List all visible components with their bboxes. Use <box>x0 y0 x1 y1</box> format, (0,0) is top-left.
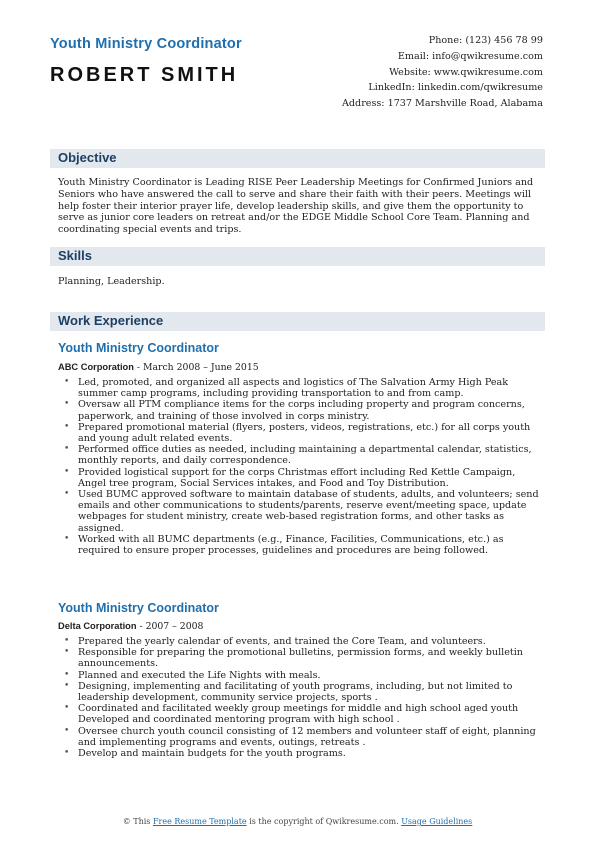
footer-middle: is the copyright of Qwikresume.com. <box>246 817 402 826</box>
list-item: • Coordinated and facilitated weekly group meetings for middle and high school aged youth Developed and coordinated mentoring program with high school . <box>64 703 544 725</box>
contact-address: Address: 1737 Marshville Road, Alabama <box>341 98 543 110</box>
list-item: • Led, promoted, and organized all aspects and logistics of The Salvation Army High Peak summer camp programs, including providing transportation to and from camp. <box>64 377 544 399</box>
list-item: • Performed office duties as needed, including maintaining a departmental calendar, statistics, monthly reports, and daily correspondence. <box>64 444 544 466</box>
contact-block <box>303 33 543 112</box>
job-1-bullets <box>64 377 544 556</box>
job-2-company-line <box>58 621 203 632</box>
job-1-company: ABC Corporation <box>58 362 134 372</box>
job-title: Youth Ministry Coordinator <box>50 36 242 52</box>
list-item: • Develop and maintain budgets for the youth programs. <box>64 748 544 759</box>
list-item: • Oversaw all PTM compliance items for the corps including property and program concerns, paperwork, and training of those involved in corps ministry. <box>64 399 544 421</box>
list-item: • Designing, implementing and facilitating of youth programs, including, but not limited to leadership development, community service projects, sports . <box>64 681 544 703</box>
usage-guidelines-link[interactable]: Usage Guidelines <box>401 817 473 826</box>
contact-linkedin: LinkedIn: linkedin.com/qwikresume <box>368 82 543 94</box>
free-resume-template-link[interactable]: Free Resume Template <box>152 817 247 826</box>
list-item: • Oversee church youth council consisting of 12 members and volunteer staff of eight, planning and implementing programs and events, outings, retreats . <box>64 726 544 748</box>
objective-section-header <box>50 149 545 168</box>
section-heading: Work Experience <box>58 313 164 328</box>
list-item: • Planned and executed the Life Nights with meals. <box>64 670 544 681</box>
section-heading: Skills <box>58 248 92 263</box>
candidate-name: ROBERT SMITH <box>50 64 239 86</box>
contact-email: Email: info@qwikresume.com <box>397 50 543 62</box>
list-item: • Responsible for preparing the promotional bulletins, permission forms, and weekly bulletin announcements. <box>64 647 544 669</box>
list-item: • Prepared promotional material (flyers, posters, videos, registrations, etc.) for all corps youth and young adult related events. <box>64 422 544 444</box>
contact-website: Website: www.qwikresume.com <box>389 66 543 78</box>
job-2-dates: - 2007 – 2008 <box>136 621 204 632</box>
footer-prefix: © This <box>122 817 153 826</box>
list-item: • Used BUMC approved software to maintain database of students, adults, and volunteers; send emails and other communications to students/parents, reserve event/meeting space, update webpages for student ministry, create web-based registration forms, and other tasks as assigned. <box>64 489 544 534</box>
section-heading: Objective <box>58 150 117 165</box>
job-1-title: Youth Ministry Coordinator <box>58 341 219 355</box>
list-item: • Provided logistical support for the corps Christmas effort including Red Kettle Campaign, Angel tree program, Social Services intakes, and Food and Toy Distribution. <box>64 467 544 489</box>
contact-phone: Phone: (123) 456 78 99 <box>428 35 543 46</box>
footer-copyright <box>0 817 595 826</box>
skills-text: Planning, Leadership. <box>58 276 165 287</box>
job-2-title: Youth Ministry Coordinator <box>58 601 219 615</box>
resume-header <box>0 0 595 130</box>
list-item: • Prepared the yearly calendar of events, and trained the Core Team, and volunteers. <box>64 636 544 647</box>
objective-text: Youth Ministry Coordinator is Leading RISE Peer Leadership Meetings for Confirmed Juniors and Seniors who have answered the call to serve and share their faith with their peers. Meetings will help foster their interior prayer life, develop leadership skills, and give them the opportunity to serve as junior core leaders on retreat and/or the EDGE Middle School Core Team. Planning and coordinating special events and trips. <box>58 177 534 236</box>
list-item: • Worked with all BUMC departments (e.g., Finance, Facilities, Communications, etc.) as required to ensure proper processes, guidelines and procedures are being followed. <box>64 534 544 556</box>
job-1-dates: - March 2008 – June 2015 <box>133 362 259 373</box>
skills-section-header <box>50 247 545 266</box>
job-2-company: Delta Corporation <box>58 621 137 631</box>
work-experience-section-header <box>50 312 545 331</box>
job-2-bullets <box>64 636 544 759</box>
job-1-company-line <box>58 362 259 373</box>
